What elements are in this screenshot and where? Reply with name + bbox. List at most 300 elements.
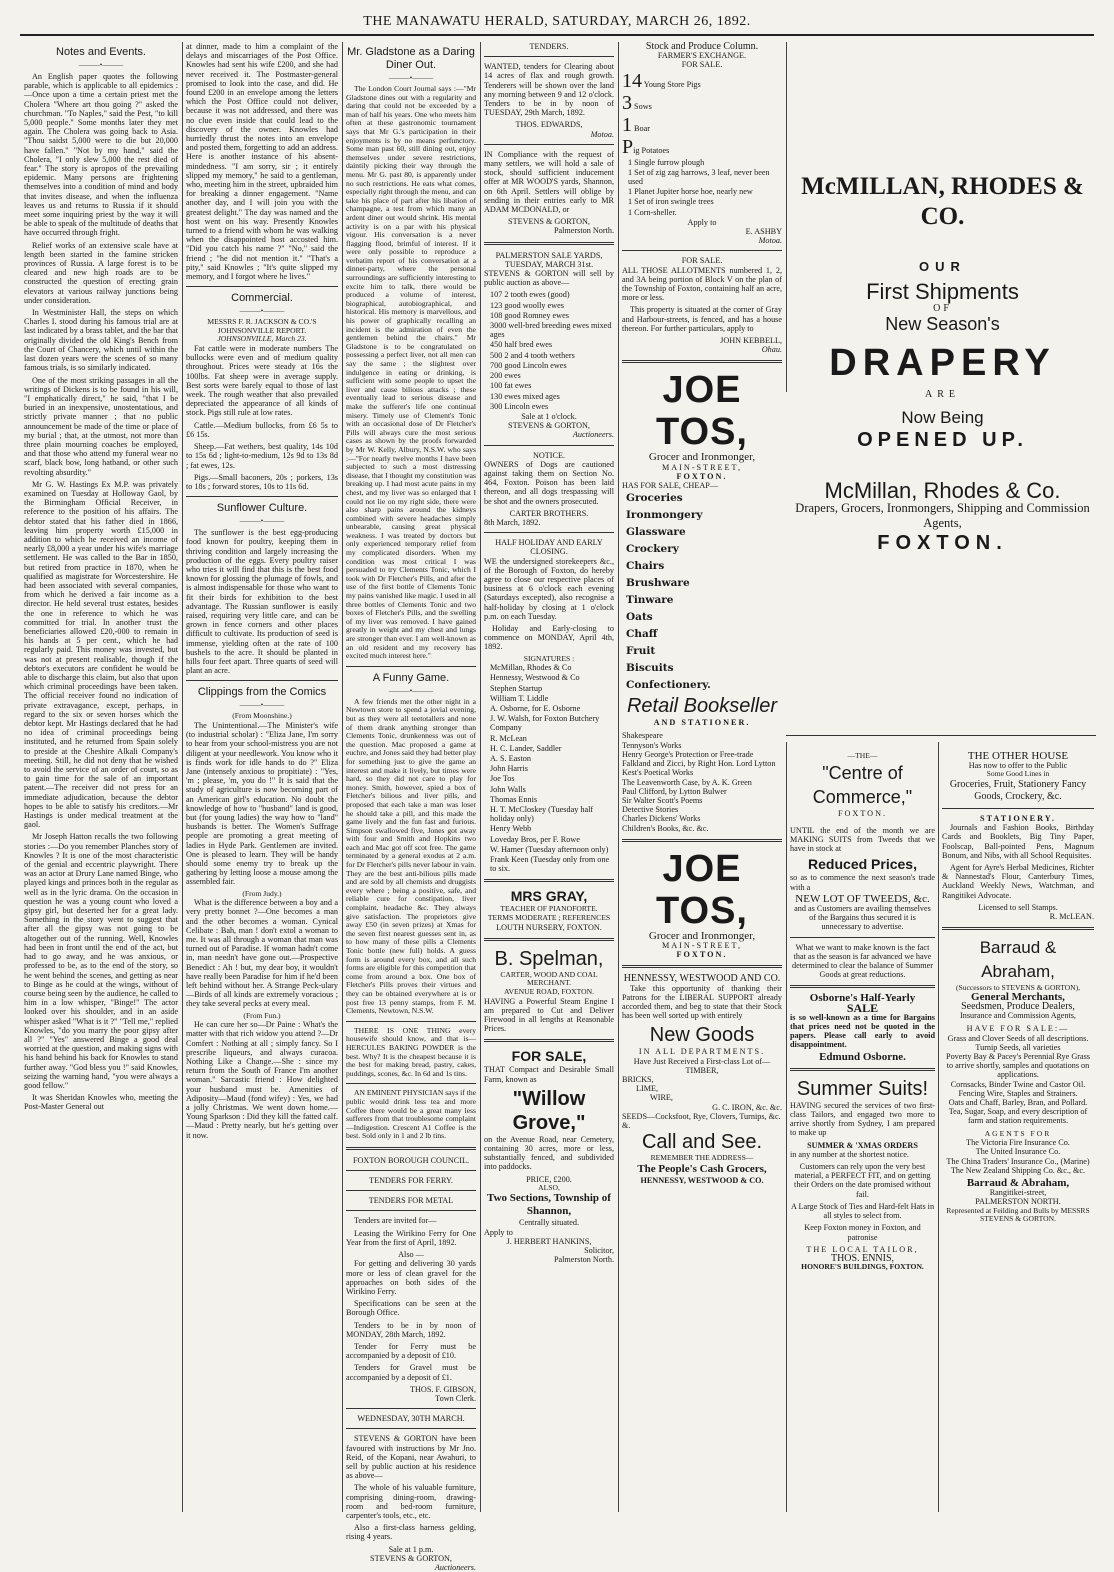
divider (346, 1170, 476, 1171)
commercial-title: Commercial. (231, 292, 293, 305)
ad-line: PALMERSTON NORTH. (975, 1197, 1061, 1207)
list-item: 500 2 and 4 tooth wethers (490, 350, 575, 360)
ad-paragraph: This property is situated at the corner of Gray and Harbour-streets, is fenced, and has a house thereon. For further particulars, apply to (622, 305, 782, 333)
list-item: Charles Dickens' Works (622, 814, 701, 824)
list-item: Ironmongery (626, 509, 703, 522)
article-paragraph: The Unintentional.—The Minister's wife (to industrial scholar) : "Eliza Jane, I'm sorry to hear from your school-mistress you are not diligent at your needlework. You know who it is finds work for idle hands to do ?" Eliza Jane (intensely anxious to propitiate) : "Yes, 'm ; please, 'm, you do !" It is said that the study of agriculture is now becoming part of an American girl's education. No doubt the knowledge of how to "husband" land is good, but (for young ladies) the way how to "land" husbands is better. The Women's Suffrage people are promoting a great meeting of ladies in Hyde Park. Gentlemen are invited. One is pleased to learn. They will be handy should some enemy try to break up the gathering by letting loose a mouse among the assembled fair. (186, 720, 338, 887)
ad-line: Centrally situated. (518, 1218, 580, 1228)
ad-paragraph: Also a first-class harness gelding, rising 4 years. (346, 1523, 476, 1542)
ad-line: Insurance and Commission Agents, (960, 1011, 1076, 1021)
funny-game-title: A Funny Game. (372, 671, 450, 684)
exchange-title: FARMER'S EXCHANGE. (657, 51, 747, 61)
list-item: Poverty Bay & Pacey's Perennial Rye Grass to arrive shortly, samples and quotations on applications. (946, 1052, 1090, 1080)
stock-list (490, 290, 614, 410)
list-item: Cornsacks, Binder Twine and Castor Oil. (950, 1079, 1086, 1089)
signature: Palmerston North. (553, 1255, 614, 1265)
column-rule (342, 42, 343, 1512)
joe-tos-town: FOXTON. (676, 950, 728, 960)
gladstone-title: Mr. Gladstone as a Daring Diner Out. (347, 46, 475, 71)
divider (346, 1210, 476, 1211)
divider (484, 532, 614, 533)
council-heading: TENDERS FOR FERRY. (369, 1176, 453, 1186)
joe-tos-street: MAIN-STREET, (661, 462, 743, 472)
sunflower-title: Sunflower Culture. (216, 502, 308, 515)
masthead-rule (20, 34, 1094, 36)
ad-paragraph: Journals and Fashion Books, Birthday Cards and Booklets, Big Tiny Paper, Foolscap, Ball-pointed Pens, Magnum Bonum, and Nibs, with all School Requisites. (942, 823, 1094, 860)
stock-count: 14 (622, 69, 642, 92)
signature: J. HERBERT HANKINS, (506, 1236, 592, 1246)
article-paragraph: An English paper quotes the following parable, which is applicable to all epidemics :—Once upon a time a certain priest met the Cholera "Where art thou going ?" asked the churchman. "To Naples," said the Pest, "to kill 5,000 people." Some months later they met again. The Cholera was going back to Asia. "Thou saidst 5,000 were to die but 20,000 have fallen." "Not by my hand," said the Cholera, "I only slew 5,000 the rest died of fear." The story is apropos of the prevailing epidemic. Many persons are frightening themselves into a condition of mind and body that invites disease, and when the influenza leaves us and returns to Russia if it should meet some inquiring priest by the way it will be able to speak of the multitude of deaths that have occurred through fright. (24, 72, 178, 238)
signature: Town Clerk. (435, 1393, 476, 1403)
ad-line: Licensed to sell Stamps. (978, 902, 1058, 912)
signature: HENNESSY, WESTWOOD & CO. (640, 1175, 764, 1185)
article-paragraph: Mr G. W. Hastings Ex M.P. was privately examined on Tuesday at Holloway Gaol, by the Birmingham Official Receiver, in reference to the position of his affairs. The debtor stated that his father died in 1866, leaving him property worth £15,000 in addition to which he received an income of nearly £8,000 a year under his wife's marriage settlement. He was called to the Bar in 1850, but retired from practice in 1870, when he qualified as magistrate for Worcestershire. He had been associated with several companies, from which he derived a fair income as a director. He held several trust estates, besides the one in reference to which he was committed for trial. In another trust the beneficiaries allowed £20,-000 to remain in his hands at 5 per cent., which he had regularly paid. This money was invested, but was not at present realisable, though if the debtor's executors are confident he would be able to discharge this claim, but also that upon which criminal proceedings have been taken. The official receiver found no indication of private extravagance, except, perhaps, in regard to the six or seven horses which the debtor kept. Mr Hastings declared that he had no idea of criminal proceedings being instituted, and he returned from Spain solely to preside at the Cheshire Alkali Company's meeting. Still, he did not deny that he wished to avoid the service of an order of court, so as to gain time for the sale of an important patent.—The receiver did not press for an immediate adjudication, because the debtor hopes to be able to satisfy his creditors.—Mr Hastings is under medical treatment at the gaol. (24, 479, 178, 830)
list-item: The Leavenworth Case, by A. K. Green (622, 777, 752, 787)
reduced-prices: Reduced Prices, (808, 856, 917, 873)
list-item: Grass and Clover Seeds of all descriptions. (947, 1033, 1089, 1043)
list-item: A. Osborne, for E. Osborne (490, 703, 581, 713)
ad-paragraph: A Large Stock of Ties and Hard-felt Hats in all styles to select from. (790, 1201, 935, 1221)
sale-date: WEDNESDAY, 30TH MARCH. (357, 1414, 465, 1424)
the-label: —THE— (847, 751, 878, 760)
commercial-subtitle: MESSRS F. R. JACKSON & CO.'S JOHNSONVILLE REPORT. (207, 317, 317, 335)
centre-of-commerce: "Centre of Commerce," (812, 762, 913, 807)
ad-line: Represented at Feilding and Bulls by MESSRS STEVENS & GORTON. (946, 1205, 1090, 1224)
divider (622, 839, 782, 842)
signature: Motoa. (758, 236, 782, 246)
list-item: The Victoria Fire Insurance Co. (966, 1138, 1070, 1148)
list-item: W. Hamer (Tuesday afternoon only) (490, 844, 609, 854)
mcmillan-are: ARE (925, 389, 960, 401)
peoples-cash: The People's Cash Grocers, (637, 1162, 767, 1175)
ad-paragraph: For getting and delivering 30 yards more or less of clean gravel for the approaches on both sides of the Wirikino Ferry. (346, 1259, 476, 1296)
notes-title: Notes and Events. (56, 46, 146, 58)
list-item: 100 fat ewes (490, 381, 532, 391)
list-item: 1 Set of iron swingle trees (628, 197, 714, 207)
ad-line: ALSO, (538, 1182, 560, 1192)
have-for-sale: HAVE FOR SALE:— (966, 1024, 1070, 1034)
column-rule (938, 742, 939, 1512)
signature: R. McLEAN. (1049, 912, 1094, 922)
ad-line: Apply to (687, 217, 717, 227)
ad-paragraph: Tenders are invited for— (354, 1216, 437, 1226)
list-item: William T. Liddle (490, 693, 549, 703)
council-title: FOXTON BOROUGH COUNCIL. (352, 1155, 470, 1165)
divider (790, 937, 935, 938)
stock-count: P (622, 135, 634, 158)
divider (484, 938, 614, 941)
holiday-title: HALF HOLIDAY AND EARLY CLOSING. (495, 538, 603, 557)
list-item: Oats (626, 611, 653, 624)
ad-paragraph: Take this opportunity of thanking their Patrons for the LIBERAL SUPPORT already accorded them, and beg to state that their Stock has been well sorted up with entirely (622, 983, 782, 1021)
agents-for: AGENTS FOR (984, 1128, 1052, 1138)
divider (186, 496, 338, 497)
divider (346, 1408, 476, 1409)
joe-tos-town: FOXTON. (676, 471, 728, 481)
ad-paragraph: AN EMINENT PHYSICIAN says if the public would drink less tea and more Coffee there would be a great many less sufferers from that troublesome complaint—Indigestion. Crescent A1 Coffee is the best. Sold only in 1 and 2 lb tins. (346, 1088, 476, 1141)
list-item: 300 Lincoln ewes (490, 401, 549, 411)
sale-yards-title: PALMERSTON SALE YARDS, (495, 250, 603, 260)
article-paragraph: A few friends met the other night in a Newtown store to spend a jovial evening, but as they were all teetotallers and none of them drank anything stronger than Clements Tonic, drunkenness was out of the question. Mac proposed a game at euchre, and Jones said they had better play for something just to give the game an interest and make it lively, but times were hard, so they did not care to play for money. Smith, however, spied a box of Fletcher's bilious and liver pills, and proposed that each take a man was loser he should take a pill, and this made the game lively and the fun fast and furious. Simpson swallowed five, Jones got away with four and Smith and Hopkins two each and Mac got off scot free. The game terminated by a general exodus at 2 a.m. for Dr Fletcher's pills never labour in vain. They are the best anti-bilious pills made and are sold by all chemists and druggists every where ; being a positive, safe, and reliable cure for constipation, liver complaint, headache &c. They always give satisfaction. The proprietors give away £50 (in seven prizes) at Xmas for the seven first nearest guesses sent in, as to how many of these pills a Clements Tonic bottle (new full) holds. A guess form is around every box, and all such forms are eligible for this competition that come from around a box. One box of Fletcher's Pills proves their virtues and they can be obtained everywhere at is or post free 13 penny stamps, from F. M. Clements, Newtown, N.S.W. (346, 696, 476, 1016)
ad-line: IN ALL DEPARTMENTS. (638, 1047, 766, 1057)
list-item: 130 ewes mixed ages (490, 391, 560, 401)
ad-paragraph: STEVENS & GORTON have been favoured with instructions by Mr Jno. Reid, of the Kopani, near Awahuri, to sell by public auction at his residence as above— (346, 1434, 476, 1481)
summer-suits: Summer Suits! (796, 1077, 929, 1100)
ad-paragraph: Tenders for Gravel must be accompanied by a deposit of £1. (346, 1363, 476, 1382)
for-sale-label: FOR SALE. (681, 256, 723, 266)
books-list (622, 731, 782, 832)
list-item: Groceries (626, 492, 683, 505)
ennis-name: THOS. ENNIS, (830, 1252, 895, 1264)
tenders-title: TENDERS. (529, 42, 569, 51)
stationer-label: AND STATIONER. (653, 718, 751, 728)
source-label: (From Judy.) (242, 888, 282, 898)
ad-paragraph: The whole of his valuable furniture, comprising dining-room, drawing-room and bed-room furniture, carpenter's tools, etc., etc. (346, 1483, 476, 1520)
list-item: Children's Books, &c. &c. (622, 823, 709, 833)
list-item: Fruit (626, 645, 656, 658)
column-5 (622, 42, 782, 1512)
column-2 (186, 42, 338, 1512)
signature: THOS. F. GIBSON, (410, 1384, 476, 1394)
signature: THOS. EDWARDS, (515, 120, 583, 130)
list-item: Brushware (626, 577, 690, 590)
local-tailor: THE LOCAL TAILOR, (806, 1244, 919, 1254)
ad-paragraph: Holiday and Early-closing to commence on MONDAY, April 4th, 1892. (484, 623, 614, 652)
list-item: Henry Webb (490, 824, 532, 834)
signature: Auctioneers. (434, 1562, 476, 1572)
signature: STEVENS & GORTON, (370, 1553, 452, 1563)
stationery-title: STATIONERY. (980, 814, 1056, 823)
ad-line: TIMBER, (685, 1065, 719, 1075)
ad-paragraph: UNTIL the end of the month we are MAKING SUITS from Tweeds that we have in stock at (790, 825, 935, 854)
ad-paragraph: in any number at the shortest notice. (790, 1149, 909, 1159)
signature: Auctioneers. (572, 430, 614, 440)
ad-paragraph: THERE IS ONE THING every housewife should know, and that is—HERCULES BAKING POWDER is the best. Why? It is the cheapest because it is the best for making bread, pastry, cakes, puddings, scones, &c. In 6d and 1s tins. (346, 1025, 476, 1078)
divider (484, 242, 614, 245)
ad-paragraph: THAT Compact and Desirable Small Farm, known as (484, 1065, 614, 1084)
ad-paragraph: is so well-known as a time for Bargains that prices need not be quoted in the papers. Please call early to avoid disappointment. (790, 1012, 935, 1050)
sale-price: PRICE, £200. (526, 1174, 572, 1184)
list-item: Biscuits (626, 662, 674, 675)
list-item: John Walls (490, 784, 526, 794)
mcmillan-name: McMillan, Rhodes & Co. (824, 477, 1061, 503)
mcmillan-opened: OPENED UP. (857, 429, 1028, 452)
list-item: 107 2 tooth ewes (good) (490, 290, 570, 300)
agencies-list (942, 1138, 1094, 1175)
list-item: Thomas Ennis (490, 794, 538, 804)
for-sale-title: FOR SALE, (511, 1048, 587, 1065)
signatures-title: SIGNATURES : (523, 653, 575, 663)
signature: STEVENS & GORTON, (508, 421, 590, 431)
column-4 (484, 42, 614, 1512)
ornament: ———•——— (239, 307, 285, 316)
sale-items (942, 1034, 1094, 1126)
list-item: 700 good Lincoln ewes (490, 360, 567, 370)
masthead: THE MANAWATU HERALD, SATURDAY, MARCH 26, 1892. (363, 14, 751, 29)
divider (622, 360, 782, 363)
divider (346, 1428, 476, 1429)
signature: Solicitor, (584, 1246, 614, 1256)
signature: Ohau. (761, 345, 782, 355)
article-paragraph: What is the difference between a boy and a very pretty bonnet ?—One becomes a man and the other becomes a woman. Cynical Celibate : Bah, man ! don't extol a woman to me. It was all through a woman that man was turned out of Paradise. If woman hadn't come in, man needn't have gone out.—Prospective Benedict : Ah ! but, my dear boy, it wouldn't have really been Paradise for him if he'd been left behind without her. A Strange Peck-ulary—Birds of all kinds are extremely voracious ; they take several pecks at every meal. (186, 898, 338, 1009)
ad-line: 8th March, 1892. (484, 517, 541, 527)
spelman-name: B. Spelman, (494, 947, 604, 970)
list-item: J. W. Walsh, for Foxton Butchery Company (490, 714, 600, 733)
joe-tos-subtitle: Grocer and Ironmonger, (648, 929, 756, 942)
ad-paragraph: so as to commence the next season's trade with a (790, 873, 935, 892)
for-sale-label: FOR SALE. (681, 60, 723, 70)
divider (346, 1147, 476, 1150)
ornament: ———•——— (239, 517, 285, 526)
ad-line: BRICKS, (622, 1074, 654, 1084)
joe-tos-subtitle: Grocer and Ironmonger, (648, 451, 756, 464)
list-item: A. S. Easton (490, 754, 531, 763)
ad-line: Rangitikei-street, (989, 1188, 1047, 1198)
joe-tos-title: JOE TOS, (656, 847, 748, 932)
mcmillan-new: New Season's (885, 313, 1000, 334)
column-rule (480, 42, 481, 1512)
list-item: 123 good woolly ewes (490, 300, 564, 310)
ad-paragraph: Specifications can be seen at the Borough Office. (346, 1299, 476, 1318)
list-item: Fencing Wire, Staples and Strainers. (958, 1088, 1078, 1098)
divider (484, 144, 614, 145)
ad-paragraph: What we want to make known is the fact that as the season is far advanced we have determined to clear the balance of Summer Goods at great reductions. (792, 942, 933, 980)
new-goods: New Goods (649, 1024, 755, 1047)
stock-count: 3 (622, 91, 632, 114)
ad-line: WIRE, (650, 1093, 673, 1103)
council-heading: TENDERS FOR METAL (368, 1196, 454, 1206)
mcmillan-drapery: DRAPERY (829, 341, 1056, 384)
list-item: Falkland and Zicci, by Right Hon. Lord Lytton (622, 759, 776, 769)
list-item: John Harris (490, 764, 528, 774)
divider (622, 250, 782, 251)
divider (484, 1039, 614, 1042)
stock-item (622, 92, 782, 114)
ad-line: Have Just Received a First-class Lot of— (633, 1056, 771, 1066)
ad-paragraph: WE the undersigned storekeepers &c., of the Borough of Foxton, do hereby agree to close our respective places of business at 6 o'clock each evening (Saturdays excepted), also recognise a half-holiday by closing at 1 o'clock p.m. on each Tuesday. (484, 556, 614, 621)
signature: E. ASHBY (745, 227, 782, 237)
ad-paragraph: Tender for Ferry must be accompanied by a deposit of £10. (346, 1341, 476, 1361)
stock-count: 1 (622, 113, 632, 136)
ad-paragraph: Tenders to be in by noon of MONDAY, 28th March, 1892. (346, 1320, 476, 1339)
ad-paragraph: IN Compliance with the request of many settlers, we will hold a sale of stock, should sufficient inducement offer at MR WOOD'S yards, Shannon, on 6th April. Settlers will oblige by sending in their entries early to MR ADAM MCDONALD, or (484, 149, 614, 215)
list-item: Turnip Seeds, all varieties (975, 1042, 1061, 1052)
ornament: ———•——— (239, 701, 285, 710)
article-paragraph: Relief works of an extensive scale have at length been started in the famine stricken provinces of Russia. A large forest is to be cleared and new high roads are to be constructed the question of erecting grain elevators at various railway junctions being under consideration. (24, 240, 178, 305)
column-rule (786, 742, 787, 1512)
divider (484, 879, 614, 882)
other-house: THE OTHER HOUSE (967, 750, 1069, 762)
list-item: Chaff (626, 628, 658, 641)
list-item: Joe Tos (490, 774, 515, 784)
list-item: 1 Single furrow plough (628, 157, 705, 167)
list-item: Glassware (626, 526, 686, 539)
mcmillan-foxton: FOXTON. (877, 531, 1008, 554)
ad-line: FOXTON. (837, 808, 888, 818)
list-item: 1 Corn-sheller. (628, 207, 677, 217)
signature: STEVENS & GORTON, (508, 217, 590, 227)
ornament: ———•——— (388, 74, 434, 82)
list-item: Confectionery. (626, 679, 711, 692)
mcmillan-trades: Drapers, Grocers, Ironmongers, Shipping and Commission Agents, (795, 500, 1090, 530)
joe-tos-title: JOE TOS, (656, 369, 748, 454)
divider (622, 965, 782, 968)
source-label: (From Fun.) (243, 1010, 281, 1020)
signatures-list (490, 663, 614, 873)
list-item: The United Insurance Co. (975, 1147, 1061, 1157)
list-item: H. C. Lander, Saddler (490, 743, 562, 753)
ad-line: Some Good Lines in (986, 769, 1050, 779)
article-paragraph: Fat cattle were in moderate numbers The bullocks were even and of medium quality throughout. Prices were steady at 16s the 100lbs. Fat sheep were in average supply. Best sorts were barely equal to those of last week. The rough weather that also prevailed depreciated the appearance of all kinds of stock. Pigs still rule at low rates. (186, 344, 338, 418)
signature: Motoa. (590, 129, 614, 139)
list-item: Detective Stories (622, 805, 679, 815)
ornament: ———•——— (78, 61, 124, 69)
list-item: Shakespeare (622, 731, 663, 741)
call-and-see: Call and See. (641, 1131, 763, 1154)
commercial-date: JOHNSONVILLE, March 23. (217, 334, 307, 344)
mcmillan-now: Now Being (901, 408, 984, 428)
ad-paragraph: on the Avenue Road, near Cemetery, containing 30 acres, more or less, substantially fenced, and subdivided into paddocks. (484, 1134, 614, 1172)
list-item: 200 ewes (490, 371, 521, 381)
spelman-address: AVENUE ROAD, FOXTON. (503, 987, 594, 997)
joe-tos-street: MAIN-STREET, (661, 940, 743, 950)
stock-label: Boar (634, 123, 650, 133)
goods-list (622, 490, 782, 694)
list-item: 1 Set of zig zag harrows, 3 leaf, never been used (628, 167, 770, 187)
article-paragraph: In Westminister Hall, the steps on which Charles I. stood during his famous trial are at last indicated by a brass tablet, and the bar that originally divided the old King's Bench from the Court of Chancery, which until within the last dozen years were the scenes of so many famous trials, is so similarly indicated. (24, 308, 178, 373)
ornament: ———•——— (388, 686, 434, 695)
column-rule (618, 42, 619, 1512)
ad-line: Sale at 1 o'clock. (521, 411, 577, 421)
gray-subtitle: TEACHER OF PIANOFORTE. (500, 904, 598, 914)
summer-orders: SUMMER & 'XMAS ORDERS (807, 1140, 918, 1150)
divider (186, 286, 338, 287)
list-item: Frank Keen (Tuesday only from one to six. (490, 855, 610, 874)
mcmillan-of: OF (933, 303, 952, 315)
osborne-signature: Edmund Osborne. (819, 1050, 906, 1063)
article-paragraph: Sheep.—Fat wethers, best quality, 14s 10d to 15s 6d ; light-to-medium, 12s 9d to 13s 8d ; fat ewes, 12s. (186, 442, 338, 470)
stock-column-title: Stock and Produce Column. (645, 41, 759, 52)
ad-line: LIME, (636, 1084, 659, 1094)
willow-grove: "Willow Grove," (512, 1087, 586, 1134)
list-item: Paul Clifford, by Lytton Bulwer (622, 786, 727, 796)
column-rule (182, 42, 183, 1512)
mcmillan-ad (790, 42, 1095, 742)
ennis-address: HONORE'S BUILDINGS, FOXTON. (801, 1262, 924, 1272)
divider (346, 1190, 476, 1191)
barraud-signature: Barraud & Abraham, (966, 1177, 1070, 1190)
list-item: Henry George's Protection or Free-trade (622, 749, 754, 759)
divider (942, 808, 1094, 809)
list-item: Tennyson's Works (622, 740, 682, 750)
ad-paragraph: ALL THOSE ALLOTMENTS numbered 1, 2, and 3A being portion of Block V on the plan of the Township of Foxton, containing half an acre, more or less. (622, 265, 782, 303)
ad-line: SEEDS—Cocksfoot, Rye, Clovers, Turnips, &c. &. (622, 1111, 781, 1130)
list-item: Tinware (626, 594, 674, 607)
sale-yards-date: TUESDAY, MARCH 31st. (504, 259, 594, 269)
list-item: H. T. McCloskey (Tuesday half holiday only) (490, 805, 594, 824)
column-7 (942, 752, 1094, 1512)
ad-paragraph: WANTED, tenders for Clearing about 14 acres of flax and rough growth. Tenderers will be shown over the land any morning between 9 and 12 o'clock. Tenders to be in by noon of TUESDAY, 29th March, 1892. (484, 62, 614, 118)
signature: CARTER BROTHERS. (509, 508, 589, 518)
article-paragraph: One of the most striking passages in all the writings of Dickens is to be found in his will, "I emphatically direct," he said, "that I be buried in an inexpensive, unostentatious, and strictly private manner ; that no public announcement be made of the time or place of my burial ; that, at the utmost, not more than three plain mourning coaches be employed, and that those who attend my funeral wear no scarf, black bow, long hatband, or other such revolting absurdity." (24, 375, 178, 477)
gray-name: MRS GRAY, (510, 888, 588, 905)
ad-line: REMEMBER THE ADDRESS— (650, 1153, 754, 1163)
ad-line: Apply to (484, 1227, 513, 1237)
osborne-sale: SALE (846, 1000, 879, 1015)
article-paragraph: It was Sheridan Knowles who, meeting the Post-Master General out (24, 1093, 178, 1112)
divider (790, 985, 935, 988)
spelman-subtitle: CARTER, WOOD AND COAL MERCHANT. (500, 969, 598, 988)
list-item: Kest's Poetical Works (622, 768, 694, 778)
barraud-title: Barraud & Abraham, (979, 938, 1057, 982)
list-item: 1 Planet Jupiter horse hoe, nearly new (628, 187, 753, 197)
stock-label: Sows (634, 101, 652, 111)
implements-list (628, 158, 782, 217)
ad-paragraph: HAVING secured the services of two first-class Tailors, and engaged two more to arrive shortly from Sydney, I am prepared to make up (790, 1100, 935, 1138)
divider (346, 1021, 476, 1022)
list-item: Chairs (626, 560, 665, 573)
ad-paragraph: Keep Foxton money in Foxton, and patronise (804, 1223, 921, 1242)
ad-paragraph: Leasing the Wirikino Ferry for One Year from the first of April, 1892. (346, 1228, 476, 1247)
article-paragraph: Pigs.—Small baconers, 20s ; porkers, 13s to 18s ; forward stores, 10s to 11s 6d. (186, 472, 338, 491)
stock-item (622, 70, 782, 92)
divider (790, 1068, 935, 1071)
comics-title: Clippings from the Comics (197, 686, 327, 699)
divider (484, 56, 614, 57)
article-paragraph: Cattle.—Medium bullocks, from £6 5s to £6 15s. (186, 420, 338, 439)
ad-paragraph: STEVENS & GORTON will sell by public auction as above— (484, 269, 614, 288)
ad-line: Seedsmen, Produce Dealers, (961, 1001, 1075, 1013)
ad-line: Also — (398, 1250, 424, 1260)
ad-line: (Successors to STEVENS & GORTON), (955, 983, 1081, 993)
divider (484, 445, 614, 446)
list-item: 108 good Romney ewes (490, 310, 569, 320)
article-paragraph: Mr Joseph Hatton recalls the two following stories :—Do you remember Planches story of Knowles ? It is one of the most characteristic of the genial and eccentric playwright. There was an actor at Drury Lane named Binge, who played kings and princes both in the regular as well as in the lyric drama. On the occasion in question he was a young count who loved a gipsy girl, but deserted her for a great lady. Something in the story went to suggest that after all the gipsy was not going to be altogether out of the running. Well, Knowles had been in front until the end of the act, but had to go away, and he was anxious, or professed to be, as to the end of the story, so he went behind the scenes, and getting as near to Binge as he could at the wings, without of course being seen by the audience, he called to him in a low whisper, "Binge!" The actor looked over his shoulder, and in an aside whisper asked "What is it ?" "Tell me," replied Knowles, "do you marry the poor gipsy after all ?" "Yes" answered Binge a good deal worried at the question, and making signs with his hand behind his back for Knowles to stand further away. "God bless you !" said Knowles, seizing the warning hand, "you were always a good fellow." (24, 832, 178, 1090)
ad-paragraph: Agent for Ayre's Herbal Medicines, Richter & Nannestad's Flour, Canterbury Times, Auckland Weekly News, Watchman, and Rangitikei Advocate. (942, 863, 1094, 900)
list-item: Sir Walter Scott's Poems (622, 795, 703, 805)
sale-sections: Two Sections, Township of Shannon, (487, 1192, 611, 1218)
column-1 (24, 42, 178, 1512)
divider (346, 666, 476, 667)
article-paragraph: The London Court Journal says :—"Mr Gladstone dines out with a regularity and daring that could not be exceeded by a man of half his years. One who meets him often at these gastronomic tournament says that Mr G.'s participation in their enjoyments is by no means perfunctory. Some man past 60, still dining out, enjoy themselves under severe restrictions, daintily picking their way through the menu. Mr G. past 80, is apparently under no such restrictions. He eats what comes, especially right through the menu, and can take his place of part after his libation of champagne, a test from which many an ardent diner out would shrink. His mental activity is on a par with his physical vigour. His conversation is a never flagging flood, brimful of interest. If it were only possible to reproduce a verbatim report of his conversation at a dinner-party, where the personal surroundings are sufficiently interesting to excite him to talk, there would be produced a volume of interest, biographical, autobiographical, and historical. His memory is marvellous, and his power of graphically recalling an incident is the admiration of even the gentlemen behind the chairs." Mr Gladstone is to be congratulated on possessing a perfect liver, not all men can say the same ; the slightest over indulgence in eating or drinking, is sufficient with some people to upset the liver and cause bilious attacks ; these eventually lead to serious disease and make the sufferer's life one continual misery. Timely use of Clement's Tonic with an occasional dose of Dr Fletcher's Pills will always cure the most serious cases as shown by the proofs forwarded by Mr W. Kelly, Albury, N.S.W. who says :—"For nearly twelve months I have been subjected to such a most distressing disease, that I thought my constitution was breaking up. I had most acute pains in my chest, and my liver was so enlarged that I could not lie on my right side, there were also sharp pains around the kidneys combined with severe headaches simply unbearable, causing great physical weakness. I was treated by doctors but only experienced temporary relief from my complicated disorders. When my condition was most critical I was persuaded to try Clements Tonic, which I took with Dr Fletcher's Pills, and after the use of the first bottle of Clements Tonic my pains vanished like magic. I used in all three bottles of Clements Tonic and two boxes of Fletcher's Pills, and the swelling of my liver was removed. I have gained greatly in weight and my chest and lungs are stronger than ever. I am well-known as an old resident and my recovery has excited much interest here." (346, 84, 476, 661)
signature: Palmerston North. (553, 226, 614, 236)
list-item: Hennessy, Westwood & Co (490, 673, 580, 683)
new-lot: NEW LOT OF TWEEDS, &c. (795, 892, 930, 905)
list-item: Crockery (626, 543, 679, 556)
ad-line: G. C. IRON, &c. &c. (712, 1102, 782, 1112)
signature: JOHN KEBBELL, (720, 336, 782, 346)
list-item: Loveday Bros, per F. Rowe (490, 834, 580, 844)
list-item: The China Traders' Insurance Co., (Marine) (946, 1156, 1090, 1166)
mcmillan-first: First Shipments (866, 279, 1019, 305)
stock-label: Young Store Pigs (643, 79, 701, 89)
divider (786, 735, 1096, 736)
list-item: The New Zealand Shipping Co. &c., &c. (950, 1165, 1086, 1175)
mcmillan-our: OUR (919, 259, 966, 274)
column-rule (786, 42, 787, 392)
ad-line: Sale at 1 p.m. (388, 1544, 434, 1554)
divider (942, 927, 1094, 930)
article-paragraph: He can cure her so—Dr Paine : What's the matter with that rich widow you attend ?—Dr Comfert : Nothing at all ; simply fancy. So I prescribe liqueurs, and always curacoa. Nothing Like a Change.—She : since my return from the South of France I'm another woman." Sarcastic friend : How delighted your husband must be. Amenities of Adiposity—Maud (fond wifey) : Yes, we had a jolly Christmas. We went down home.—Young Sparkson : Did they kill the fatted calf.—Maud : Pretty nearly, but he's getting over it now. (186, 1020, 338, 1140)
article-paragraph: at dinner, made to him a complaint of the delays and miscarriages of the Post Office. Knowles had sent his wife £200, and she had never received it. The Postmaster-general promised to look into the case, and did. He found £200 in an envelope among the letters which the Post Office could not deliver, because it was not addressed, and there was no clue even inside that could lead to the discovery of the owner. Knowles had hurriedly thrust the notes into an envelope and posted them, forgetting to add an address. Here is another instance of his absent-mindedness. "I am sorry, sir ; it entirely slipped my memory," he said to a gentleman, who, meeting him in the street, upbraided him for breaking a dinner engagement. "Name another day, and I will join you with the greatest delight." The day was named and the host went on his way. Presently Knowles turned to a friend with whom he was walking when the disappointed host accosted him. "Did you catch his name ?" "No," said the friend ; "he did not mention it." "That's a pity," said Knowles ; "It's quite slipped my memory, and I forgot where he lives." (186, 42, 338, 282)
other-lines: Groceries, Fruit, Stationery Fancy Goods, Crockery, &c. (949, 779, 1087, 802)
list-item: Stephen Startup (490, 683, 543, 693)
ad-paragraph: and as Customers are availing themselves of the Bargains thus secured it is unnecessary to advertise. (794, 904, 931, 932)
divider (186, 680, 338, 681)
ad-paragraph: HAVING a Powerful Steam Engine I am prepared to Cut and Deliver Firewood in all lengths at Reasonable Prices. (484, 996, 614, 1034)
stock-label: ig Potatoes (633, 145, 670, 155)
general-merchants: General Merchants, (971, 990, 1065, 1003)
